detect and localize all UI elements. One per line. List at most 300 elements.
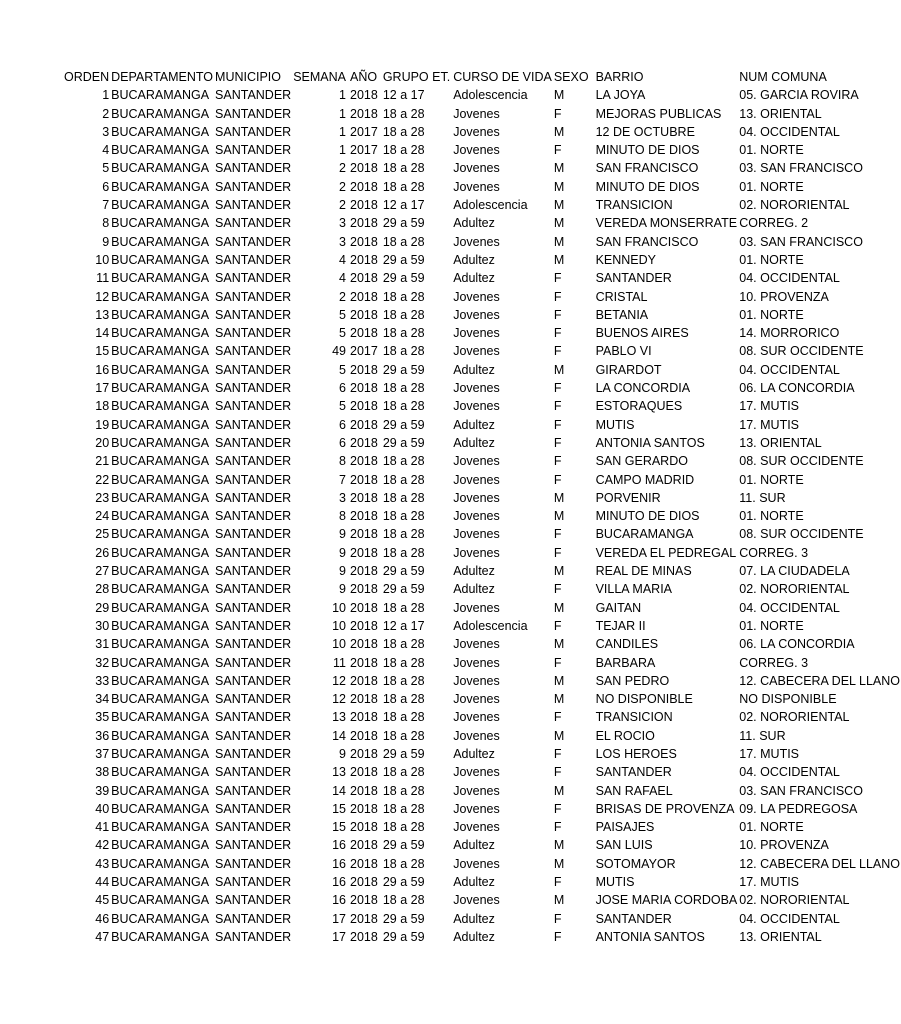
cell-comuna: 10. PROVENZA xyxy=(739,838,829,853)
cell-sexo: M xyxy=(553,838,565,853)
cell-barrio: 12 DE OCTUBRE xyxy=(595,124,695,139)
cell-sexo: M xyxy=(553,88,565,103)
cell-municipio: SANTANDER xyxy=(215,929,292,944)
cell-semana: 49 xyxy=(332,344,346,359)
cell-departamento: BUCARAMANGA xyxy=(111,88,210,103)
table-row xyxy=(60,379,901,397)
cell-barrio: BARBARA xyxy=(595,655,656,670)
cell-barrio: JOSE MARIA CORDOBA xyxy=(595,893,738,908)
cell-municipio: SANTANDER xyxy=(215,198,292,213)
cell-grupo: 29 a 59 xyxy=(382,911,425,926)
cell-orden: 12 xyxy=(95,289,110,304)
cell-orden: 43 xyxy=(95,856,110,871)
cell-curso: Adultez xyxy=(453,929,495,944)
table-row xyxy=(60,233,901,251)
cell-grupo: 18 a 28 xyxy=(382,710,425,725)
cell-comuna: 11. SUR xyxy=(739,728,786,743)
table-row xyxy=(60,324,901,342)
cell-sexo: M xyxy=(553,252,565,267)
cell-barrio: BRISAS DE PROVENZA xyxy=(595,801,735,816)
cell-comuna: 03. SAN FRANCISCO xyxy=(739,234,863,249)
cell-grupo: 18 a 28 xyxy=(382,692,425,707)
cell-barrio: SOTOMAYOR xyxy=(595,856,676,871)
cell-grupo: 29 a 59 xyxy=(382,564,425,579)
cell-anio: 2018 xyxy=(350,289,378,304)
cell-sexo: F xyxy=(553,271,562,286)
cell-curso: Jovenes xyxy=(453,765,500,780)
cell-municipio: SANTANDER xyxy=(215,820,292,835)
cell-departamento: BUCARAMANGA xyxy=(111,124,210,139)
cell-semana: 15 xyxy=(332,820,346,835)
cell-comuna: 07. LA CIUDADELA xyxy=(739,564,850,579)
cell-curso: Jovenes xyxy=(453,161,500,176)
cell-anio: 2018 xyxy=(350,564,378,579)
cell-anio: 2018 xyxy=(350,234,378,249)
header-orden: ORDEN xyxy=(64,70,110,84)
cell-curso: Jovenes xyxy=(453,545,500,560)
cell-comuna: 04. OCCIDENTAL xyxy=(739,911,840,926)
cell-grupo: 29 a 59 xyxy=(382,216,425,231)
cell-sexo: F xyxy=(553,289,562,304)
cell-orden: 5 xyxy=(102,161,110,176)
cell-orden: 25 xyxy=(95,527,110,542)
cell-municipio: SANTANDER xyxy=(215,472,292,487)
header-municipio: MUNICIPIO xyxy=(215,70,282,84)
cell-semana: 13 xyxy=(332,765,346,780)
cell-comuna: 04. OCCIDENTAL xyxy=(739,600,840,615)
cell-curso: Adultez xyxy=(453,911,495,926)
cell-departamento: BUCARAMANGA xyxy=(111,911,210,926)
cell-anio: 2018 xyxy=(350,161,378,176)
cell-departamento: BUCARAMANGA xyxy=(111,326,210,341)
cell-curso: Adultez xyxy=(453,271,495,286)
cell-sexo: M xyxy=(553,216,565,231)
cell-barrio: TRANSICION xyxy=(595,198,673,213)
cell-municipio: SANTANDER xyxy=(215,490,292,505)
cell-sexo: F xyxy=(553,326,562,341)
cell-curso: Jovenes xyxy=(453,124,500,139)
cell-barrio: TEJAR II xyxy=(595,618,646,633)
cell-grupo: 18 a 28 xyxy=(382,783,425,798)
cell-curso: Adultez xyxy=(453,252,495,267)
table-row xyxy=(60,361,901,379)
cell-anio: 2018 xyxy=(350,454,378,469)
table-row xyxy=(60,708,901,726)
cell-curso: Jovenes xyxy=(453,289,500,304)
cell-curso: Jovenes xyxy=(453,692,500,707)
cell-sexo: M xyxy=(553,856,565,871)
cell-comuna: 11. SUR xyxy=(739,490,786,505)
cell-barrio: SAN FRANCISCO xyxy=(595,234,699,249)
cell-grupo: 18 a 28 xyxy=(382,307,425,322)
cell-semana: 6 xyxy=(339,417,346,432)
cell-grupo: 18 a 28 xyxy=(382,820,425,835)
cell-sexo: M xyxy=(553,490,565,505)
cell-barrio: SAN PEDRO xyxy=(595,673,670,688)
cell-sexo: M xyxy=(553,198,565,213)
cell-municipio: SANTANDER xyxy=(215,88,292,103)
table-row xyxy=(60,818,901,836)
cell-anio: 2018 xyxy=(350,381,378,396)
cell-grupo: 18 a 28 xyxy=(382,472,425,487)
table-row xyxy=(60,891,901,909)
cell-semana: 3 xyxy=(339,216,346,231)
cell-anio: 2018 xyxy=(350,637,378,652)
cell-semana: 10 xyxy=(332,637,346,652)
cell-curso: Adultez xyxy=(453,417,495,432)
cell-barrio: EL ROCIO xyxy=(595,728,655,743)
cell-municipio: SANTANDER xyxy=(215,307,292,322)
table-row xyxy=(60,471,901,489)
cell-barrio: SAN GERARDO xyxy=(595,454,688,469)
cell-anio: 2018 xyxy=(350,710,378,725)
cell-orden: 32 xyxy=(95,655,110,670)
cell-grupo: 18 a 28 xyxy=(382,673,425,688)
cell-barrio: MINUTO DE DIOS xyxy=(595,179,700,194)
table-row xyxy=(60,306,901,324)
cell-barrio: ANTONIA SANTOS xyxy=(595,435,705,450)
cell-comuna: CORREG. 3 xyxy=(739,655,809,670)
table-row xyxy=(60,599,901,617)
cell-grupo: 18 a 28 xyxy=(382,765,425,780)
table-row xyxy=(60,251,901,269)
header-curso: CURSO DE VIDA xyxy=(453,70,552,84)
cell-comuna: 06. LA CONCORDIA xyxy=(739,381,855,396)
cell-barrio: ANTONIA SANTOS xyxy=(595,929,705,944)
cell-orden: 46 xyxy=(95,911,110,926)
cell-anio: 2018 xyxy=(350,88,378,103)
cell-anio: 2018 xyxy=(350,655,378,670)
cell-municipio: SANTANDER xyxy=(215,417,292,432)
cell-sexo: F xyxy=(553,527,562,542)
cell-anio: 2018 xyxy=(350,307,378,322)
cell-barrio: LA JOYA xyxy=(595,88,646,103)
cell-municipio: SANTANDER xyxy=(215,856,292,871)
cell-comuna: 17. MUTIS xyxy=(739,417,800,432)
cell-barrio: CRISTAL xyxy=(595,289,648,304)
cell-departamento: BUCARAMANGA xyxy=(111,600,210,615)
cell-municipio: SANTANDER xyxy=(215,527,292,542)
cell-semana: 2 xyxy=(339,289,346,304)
cell-semana: 2 xyxy=(339,179,346,194)
cell-municipio: SANTANDER xyxy=(215,252,292,267)
cell-curso: Jovenes xyxy=(453,472,500,487)
cell-anio: 2018 xyxy=(350,783,378,798)
cell-anio: 2018 xyxy=(350,509,378,524)
cell-comuna: 12. CABECERA DEL LLANO xyxy=(739,673,900,688)
cell-anio: 2018 xyxy=(350,582,378,597)
table-row xyxy=(60,910,901,928)
cell-grupo: 29 a 59 xyxy=(382,746,425,761)
table-row xyxy=(60,745,901,763)
cell-departamento: BUCARAMANGA xyxy=(111,399,210,414)
cell-sexo: F xyxy=(553,582,562,597)
table-row xyxy=(60,800,901,818)
cell-departamento: BUCARAMANGA xyxy=(111,838,210,853)
table-row xyxy=(60,654,901,672)
cell-comuna: 01. NORTE xyxy=(739,509,804,524)
cell-curso: Jovenes xyxy=(453,454,500,469)
table-row xyxy=(60,855,901,873)
cell-orden: 2 xyxy=(102,106,110,121)
cell-curso: Jovenes xyxy=(453,143,500,158)
cell-anio: 2018 xyxy=(350,728,378,743)
table-row xyxy=(60,836,901,854)
cell-comuna: 06. LA CONCORDIA xyxy=(739,637,855,652)
cell-semana: 1 xyxy=(339,88,346,103)
table-row xyxy=(60,727,901,745)
cell-sexo: F xyxy=(553,307,562,322)
cell-comuna: 13. ORIENTAL xyxy=(739,435,822,450)
cell-orden: 47 xyxy=(95,929,110,944)
cell-curso: Jovenes xyxy=(453,637,500,652)
cell-orden: 15 xyxy=(95,344,110,359)
cell-municipio: SANTANDER xyxy=(215,893,292,908)
cell-anio: 2018 xyxy=(350,399,378,414)
cell-sexo: F xyxy=(553,710,562,725)
cell-barrio: VILLA MARIA xyxy=(595,582,673,597)
cell-barrio: MINUTO DE DIOS xyxy=(595,143,700,158)
cell-departamento: BUCARAMANGA xyxy=(111,545,210,560)
cell-orden: 40 xyxy=(95,801,110,816)
cell-sexo: F xyxy=(553,929,562,944)
header-row xyxy=(60,68,901,86)
cell-curso: Adultez xyxy=(453,435,495,450)
cell-curso: Jovenes xyxy=(453,856,500,871)
table-row xyxy=(60,269,901,287)
cell-semana: 2 xyxy=(339,161,346,176)
cell-comuna: 14. MORRORICO xyxy=(739,326,840,341)
cell-anio: 2018 xyxy=(350,527,378,542)
cell-curso: Adultez xyxy=(453,582,495,597)
cell-grupo: 18 a 28 xyxy=(382,381,425,396)
cell-anio: 2018 xyxy=(350,856,378,871)
cell-anio: 2018 xyxy=(350,875,378,890)
cell-sexo: F xyxy=(553,417,562,432)
cell-grupo: 18 a 28 xyxy=(382,234,425,249)
cell-grupo: 29 a 59 xyxy=(382,271,425,286)
cell-barrio: MUTIS xyxy=(595,875,635,890)
cell-sexo: F xyxy=(553,545,562,560)
cell-municipio: SANTANDER xyxy=(215,692,292,707)
cell-departamento: BUCARAMANGA xyxy=(111,509,210,524)
cell-municipio: SANTANDER xyxy=(215,838,292,853)
cell-departamento: BUCARAMANGA xyxy=(111,417,210,432)
cell-comuna: NO DISPONIBLE xyxy=(739,692,837,707)
cell-orden: 41 xyxy=(95,820,110,835)
cell-curso: Adultez xyxy=(453,216,495,231)
cell-anio: 2018 xyxy=(350,600,378,615)
table-row xyxy=(60,489,901,507)
cell-curso: Adultez xyxy=(453,838,495,853)
cell-departamento: BUCARAMANGA xyxy=(111,564,210,579)
cell-sexo: M xyxy=(553,161,565,176)
cell-curso: Jovenes xyxy=(453,399,500,414)
cell-municipio: SANTANDER xyxy=(215,454,292,469)
cell-barrio: SAN LUIS xyxy=(595,838,653,853)
cell-sexo: F xyxy=(553,472,562,487)
cell-semana: 7 xyxy=(339,472,346,487)
cell-municipio: SANTANDER xyxy=(215,746,292,761)
cell-sexo: F xyxy=(553,765,562,780)
table-row xyxy=(60,288,901,306)
cell-anio: 2018 xyxy=(350,893,378,908)
cell-barrio: SANTANDER xyxy=(595,911,672,926)
cell-departamento: BUCARAMANGA xyxy=(111,929,210,944)
cell-semana: 16 xyxy=(332,856,346,871)
cell-curso: Jovenes xyxy=(453,728,500,743)
cell-municipio: SANTANDER xyxy=(215,326,292,341)
cell-sexo: M xyxy=(553,509,565,524)
cell-barrio: LA CONCORDIA xyxy=(595,381,691,396)
cell-departamento: BUCARAMANGA xyxy=(111,472,210,487)
cell-semana: 3 xyxy=(339,490,346,505)
data-table xyxy=(60,68,901,946)
cell-semana: 17 xyxy=(332,911,346,926)
cell-comuna: 01. NORTE xyxy=(739,179,804,194)
cell-semana: 1 xyxy=(339,124,346,139)
cell-comuna: 12. CABECERA DEL LLANO xyxy=(739,856,900,871)
cell-sexo: M xyxy=(553,564,565,579)
cell-orden: 30 xyxy=(95,618,110,633)
cell-barrio: NO DISPONIBLE xyxy=(595,692,693,707)
cell-sexo: M xyxy=(553,179,565,194)
cell-departamento: BUCARAMANGA xyxy=(111,344,210,359)
cell-barrio: VEREDA EL PEDREGAL xyxy=(595,545,737,560)
cell-semana: 14 xyxy=(332,728,346,743)
cell-curso: Jovenes xyxy=(453,600,500,615)
cell-orden: 24 xyxy=(95,509,110,524)
cell-curso: Adultez xyxy=(453,564,495,579)
table-row xyxy=(60,617,901,635)
cell-departamento: BUCARAMANGA xyxy=(111,637,210,652)
cell-semana: 6 xyxy=(339,381,346,396)
cell-municipio: SANTANDER xyxy=(215,875,292,890)
cell-grupo: 18 a 28 xyxy=(382,801,425,816)
table-row xyxy=(60,397,901,415)
cell-comuna: CORREG. 2 xyxy=(739,216,809,231)
cell-orden: 7 xyxy=(102,198,110,213)
cell-semana: 11 xyxy=(333,655,346,670)
cell-curso: Jovenes xyxy=(453,893,500,908)
cell-grupo: 29 a 59 xyxy=(382,582,425,597)
cell-barrio: SANTANDER xyxy=(595,765,672,780)
cell-orden: 1 xyxy=(102,88,110,103)
table-row xyxy=(60,873,901,891)
cell-curso: Adolescencia xyxy=(453,198,528,213)
cell-departamento: BUCARAMANGA xyxy=(111,234,210,249)
table-body xyxy=(60,68,901,946)
cell-semana: 5 xyxy=(339,307,346,322)
cell-orden: 4 xyxy=(102,143,110,158)
cell-comuna: 17. MUTIS xyxy=(739,746,800,761)
cell-grupo: 18 a 28 xyxy=(382,893,425,908)
cell-comuna: 04. OCCIDENTAL xyxy=(739,362,840,377)
cell-orden: 6 xyxy=(102,179,110,194)
cell-departamento: BUCARAMANGA xyxy=(111,692,210,707)
table-row xyxy=(60,635,901,653)
cell-departamento: BUCARAMANGA xyxy=(111,271,210,286)
cell-comuna: 02. NORORIENTAL xyxy=(739,710,850,725)
header-anio: AÑO xyxy=(350,70,378,84)
cell-semana: 9 xyxy=(339,746,346,761)
cell-comuna: 01. NORTE xyxy=(739,307,804,322)
cell-orden: 18 xyxy=(95,399,110,414)
cell-municipio: SANTANDER xyxy=(215,106,292,121)
cell-semana: 12 xyxy=(332,673,346,688)
cell-semana: 5 xyxy=(339,326,346,341)
cell-comuna: 04. OCCIDENTAL xyxy=(739,271,840,286)
cell-orden: 44 xyxy=(95,875,110,890)
cell-semana: 14 xyxy=(332,783,346,798)
table-row xyxy=(60,86,901,104)
cell-curso: Jovenes xyxy=(453,820,500,835)
cell-municipio: SANTANDER xyxy=(215,545,292,560)
cell-anio: 2018 xyxy=(350,252,378,267)
cell-municipio: SANTANDER xyxy=(215,783,292,798)
cell-semana: 2 xyxy=(339,198,346,213)
cell-orden: 34 xyxy=(95,692,110,707)
cell-orden: 17 xyxy=(95,381,110,396)
header-grupo: GRUPO ET. xyxy=(382,70,451,84)
cell-departamento: BUCARAMANGA xyxy=(111,728,210,743)
cell-municipio: SANTANDER xyxy=(215,765,292,780)
cell-grupo: 18 a 28 xyxy=(382,143,425,158)
cell-semana: 9 xyxy=(339,582,346,597)
cell-comuna: 01. NORTE xyxy=(739,618,804,633)
cell-comuna: 02. NORORIENTAL xyxy=(739,582,850,597)
cell-departamento: BUCARAMANGA xyxy=(111,710,210,725)
cell-anio: 2018 xyxy=(350,545,378,560)
cell-orden: 9 xyxy=(102,234,110,249)
table-row xyxy=(60,123,901,141)
header-barrio: BARRIO xyxy=(595,70,644,84)
cell-sexo: F xyxy=(553,801,562,816)
cell-municipio: SANTANDER xyxy=(215,637,292,652)
cell-semana: 10 xyxy=(332,600,346,615)
cell-barrio: GAITAN xyxy=(595,600,642,615)
cell-orden: 36 xyxy=(95,728,110,743)
cell-anio: 2018 xyxy=(350,820,378,835)
cell-curso: Jovenes xyxy=(453,106,500,121)
table-row xyxy=(60,525,901,543)
cell-comuna: 08. SUR OCCIDENTE xyxy=(739,454,864,469)
cell-departamento: BUCARAMANGA xyxy=(111,161,210,176)
table-row xyxy=(60,763,901,781)
cell-grupo: 18 a 28 xyxy=(382,106,425,121)
cell-municipio: SANTANDER xyxy=(215,673,292,688)
table-row xyxy=(60,178,901,196)
cell-orden: 26 xyxy=(95,545,110,560)
cell-sexo: F xyxy=(553,618,562,633)
cell-barrio: MEJORAS PUBLICAS xyxy=(595,106,722,121)
cell-comuna: 08. SUR OCCIDENTE xyxy=(739,344,864,359)
cell-semana: 13 xyxy=(332,710,346,725)
cell-semana: 16 xyxy=(332,875,346,890)
table-row xyxy=(60,141,901,159)
cell-departamento: BUCARAMANGA xyxy=(111,307,210,322)
cell-anio: 2018 xyxy=(350,216,378,231)
cell-grupo: 29 a 59 xyxy=(382,252,425,267)
cell-grupo: 18 a 28 xyxy=(382,655,425,670)
cell-municipio: SANTANDER xyxy=(215,161,292,176)
cell-departamento: BUCARAMANGA xyxy=(111,820,210,835)
cell-departamento: BUCARAMANGA xyxy=(111,673,210,688)
cell-anio: 2018 xyxy=(350,326,378,341)
cell-grupo: 18 a 28 xyxy=(382,179,425,194)
cell-curso: Jovenes xyxy=(453,307,500,322)
cell-anio: 2018 xyxy=(350,435,378,450)
